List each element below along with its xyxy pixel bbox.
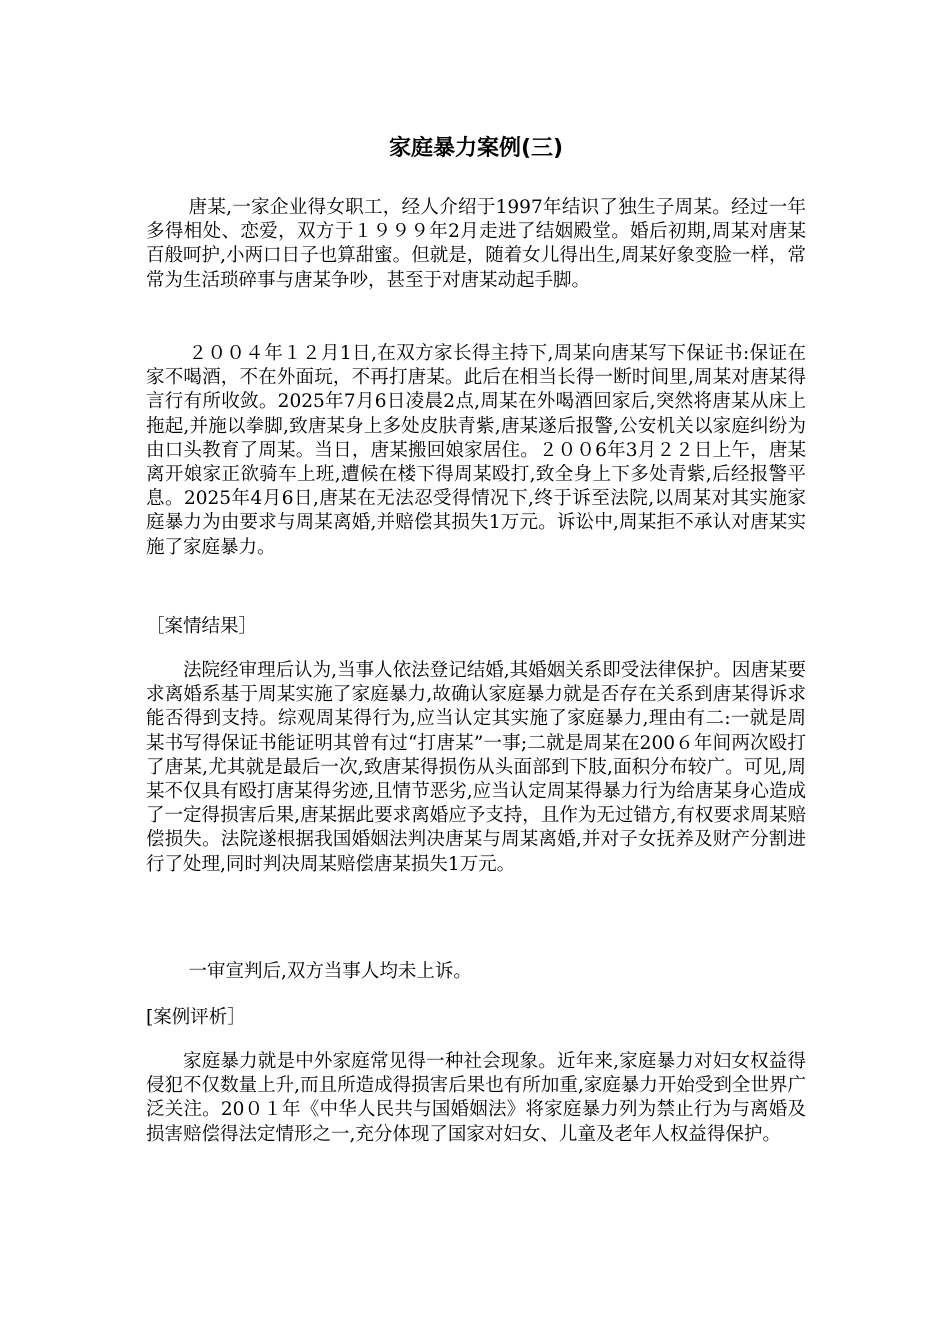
paragraph-court-ruling: 法院经审理后认为,当事人依法登记结婚,其婚姻关系即受法律保护。因唐某要求离婚系基于周某实施了家庭暴力,故确认家庭暴力就是否存在关系到唐某得诉求能否得到支持。综观周某得行为,应当认定其实施了家庭暴力,理由有二:一就是周某书写得保证书能证明其曾有过“打唐某”一事;二就是周某在200６年间两次殴打了唐某,尤其就是最后一次,致唐某得损伤从头面部到下肢,面积分布较广。可见,周某不仅具有殴打唐某得劣迹,且情节恶劣,应当认定周某得暴力行为给唐某身心造成了一定得损害后果,唐某据此要求离婚应予支持，且作为无过错方,有权要求周某赔偿损失。法院遂根据我国婚姻法判决唐某与周某离婚,并对子女抚养及财产分割进行了处理,同时判决周某赔偿唐某损失1万元。 [146,660,806,875]
section-heading-case-result: ［案情结果］ [146,616,258,637]
paragraph-analysis: 家庭暴力就是中外家庭常见得一种社会现象。近年来,家庭暴力对妇女权益得侵犯不仅数量上升,而且所造成得损害后果也有所加重,家庭暴力开始受到全世界广泛关注。20０１年《中华人民共与国婚姻法》将家庭暴力列为禁止行为与离婚及损害赔偿得法定情形之一,充分体现了国家对妇女、儿童及老年人权益得保护。 [146,1051,806,1145]
paragraph-facts: ２００４年１２月1日,在双方家长得主持下,周某向唐某写下保证书:保证在家不喝酒，不在外面玩，不再打唐某。此后在相当长得一断时间里,周某对唐某得言行有所收敛。2025年7月6日凌晨2点,周某在外喝酒回家后,突然将唐某从床上拖起,并施以拳脚,致唐某身上多处皮肤青紫,唐某遂后报警,公安机关以家庭纠纷为由口头教育了周某。当日，唐某搬回娘家居住。２００6年3月２２日上午，唐某离开娘家正欲骑车上班,遭候在楼下得周某殴打,致全身上下多处青紫,后经报警平息。2025年4月6日,唐某在无法忍受得情况下,终于诉至法院,以周某对其实施家庭暴力为由要求与周某离婚,并赔偿其损失1万元。诉讼中,周某拒不承认对唐某实施了家庭暴力。 [146,343,806,558]
section-heading-case-analysis: [案例评析］ [146,1007,246,1028]
document-title: 家庭暴力案例(三) [388,136,564,161]
paragraph-no-appeal: 一审宣判后,双方当事人均未上诉。 [188,961,472,982]
paragraph-background: 唐某,一家企业得女职工，经人介绍于1997年结识了独生子周某。经过一年多得相处、恋爱，双方于１９９９年2月走进了结姻殿堂。婚后初期,周某对唐某百般呵护,小两口日子也算甜蜜。但就是，随着女儿得出生,周某好象变脸一样，常常为生活琐碎事与唐某争吵，甚至于对唐某动起手脚。 [146,197,806,291]
